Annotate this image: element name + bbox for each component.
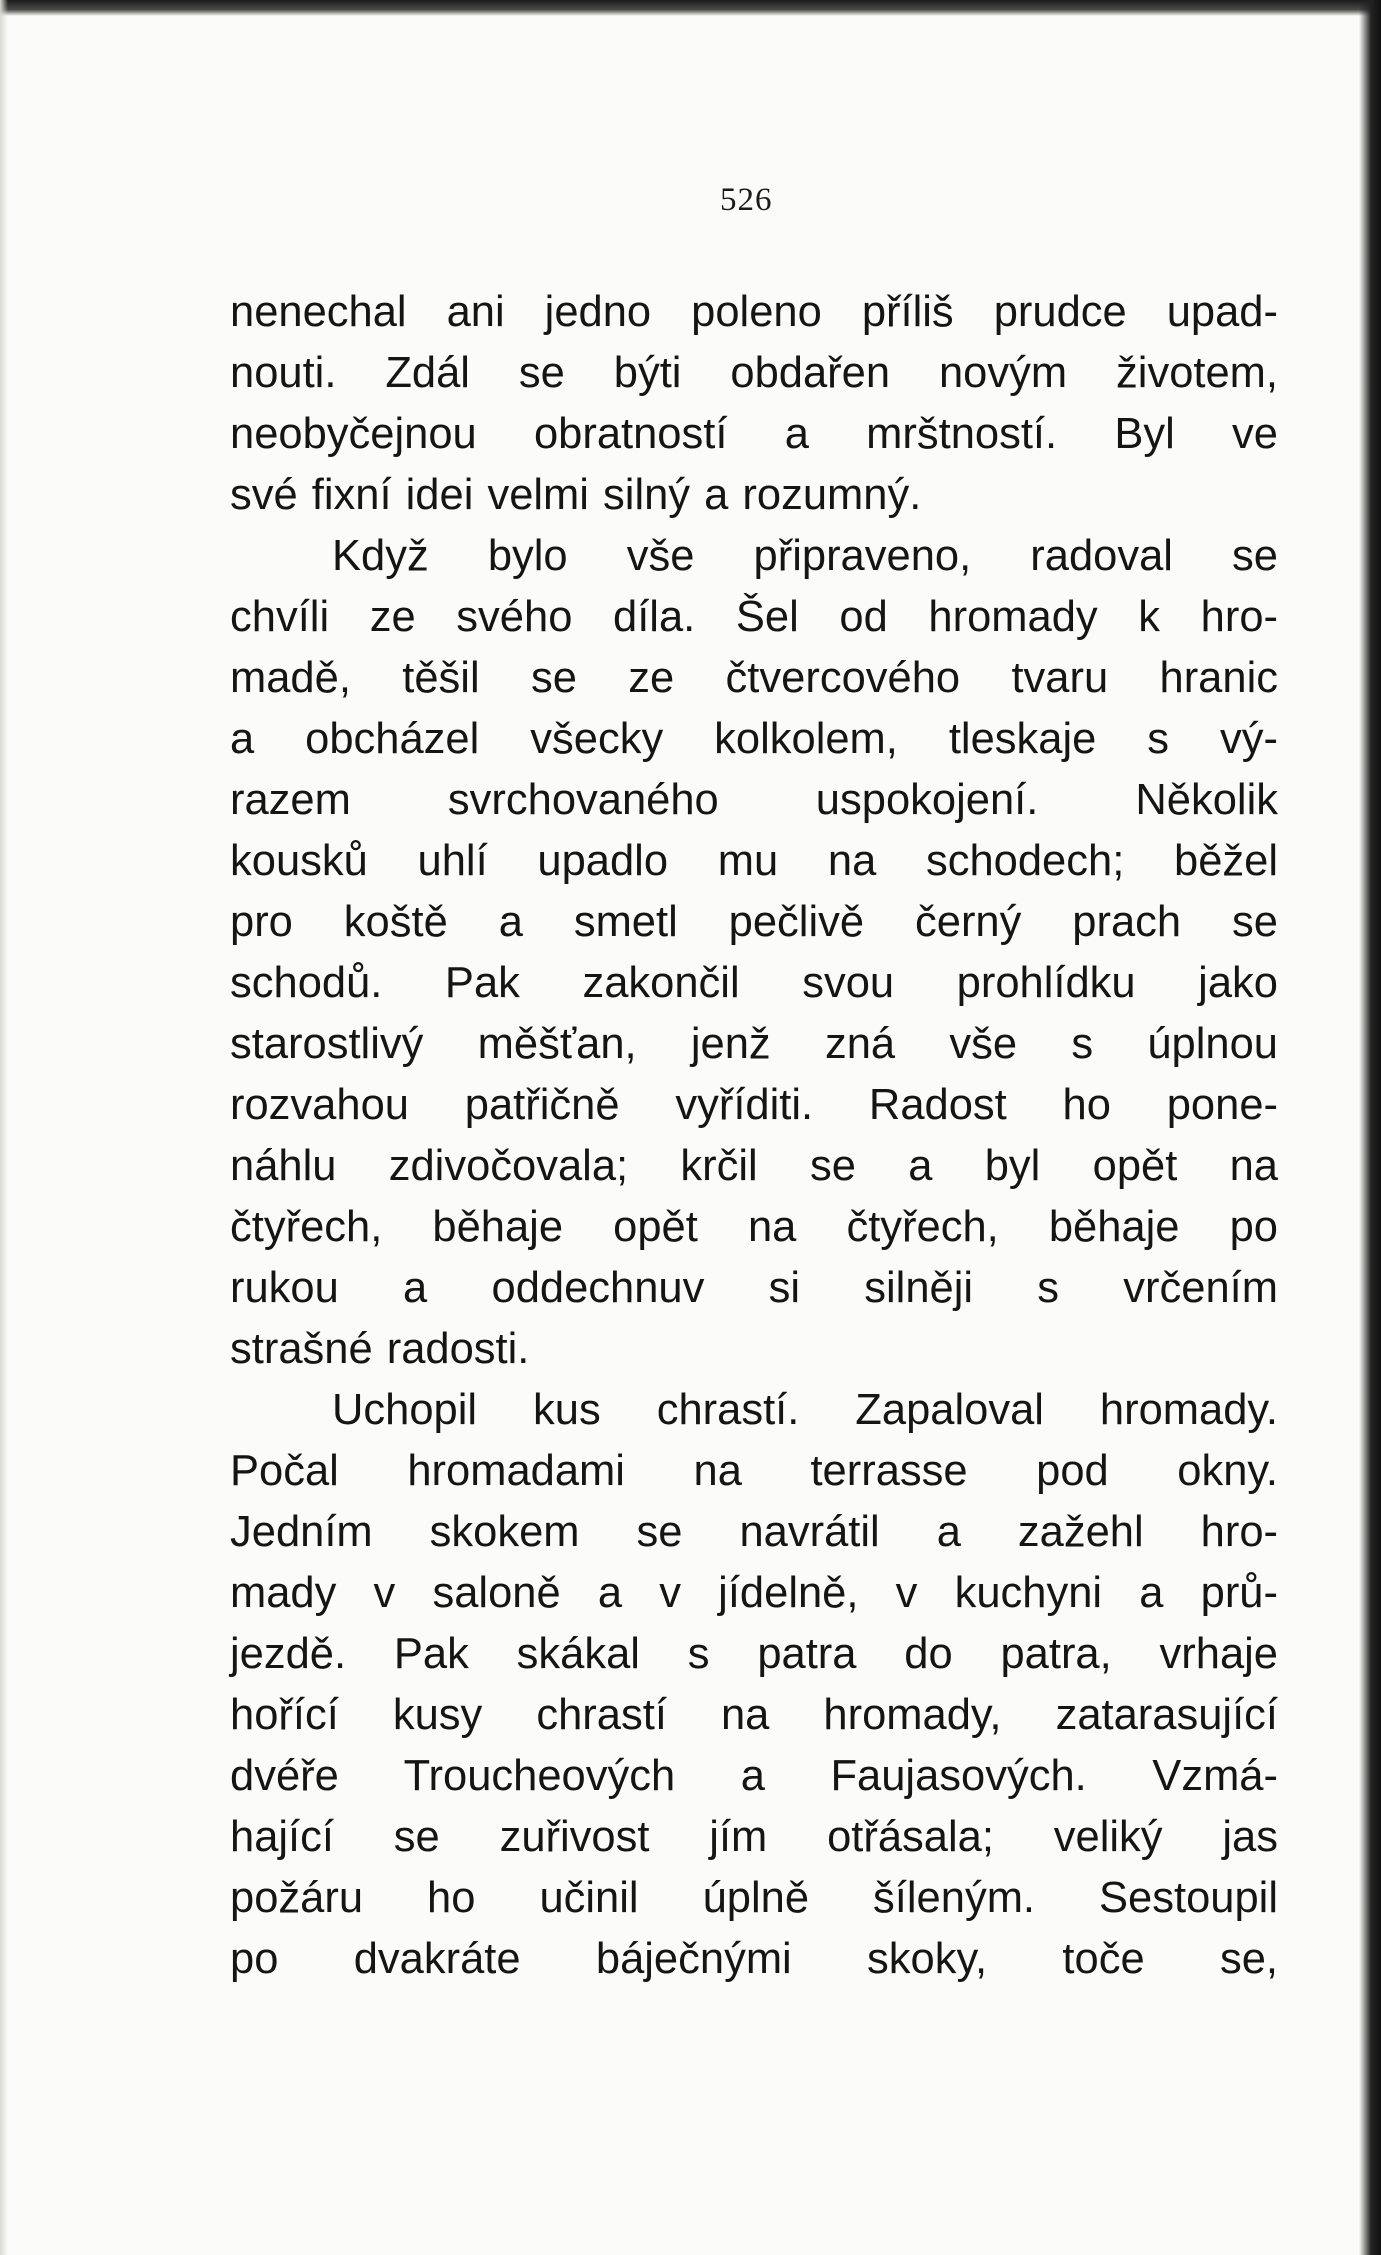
page-number: 526 xyxy=(720,182,773,218)
text-line: Když bylo vše připraveno, radoval se xyxy=(332,532,1278,580)
text-line: požáru ho učinil úplně šíleným. Sestoupil xyxy=(230,1874,1278,1922)
text-line: kousků uhlí upadlo mu na schodech; běžel xyxy=(230,837,1278,885)
text-line: Jedním skokem se navrátil a zažehl hro- xyxy=(230,1508,1278,1556)
text-line: starostlivý měšťan, jenž zná vše s úplnou xyxy=(230,1020,1278,1068)
text-line: čtyřech, běhaje opět na čtyřech, běhaje po xyxy=(230,1203,1278,1251)
text-line: pro koště a smetl pečlivě černý prach se xyxy=(230,898,1278,946)
text-line: jezdě. Pak skákal s patra do patra, vrhaje xyxy=(230,1630,1278,1678)
text-line: neobyčejnou obratností a mrštností. Byl ve xyxy=(230,410,1278,458)
text-line: rozvahou patřičně vyříditi. Radost ho pone- xyxy=(230,1081,1278,1129)
text-line: a obcházel všecky kolkolem, tleskaje s vý- xyxy=(230,715,1278,763)
text-line: dvéře Troucheových a Faujasových. Vzmá- xyxy=(230,1752,1278,1800)
text-line: schodů. Pak zakončil svou prohlídku jako xyxy=(230,959,1278,1007)
text-line: hající se zuřivost jím otřásala; veliký jas xyxy=(230,1813,1278,1861)
text-line: hořící kusy chrastí na hromady, zatarasující xyxy=(230,1691,1278,1739)
text-line: strašné radosti. xyxy=(230,1325,530,1373)
scan-right-edge xyxy=(1359,0,1381,2255)
text-line: rukou a oddechnuv si silněji s vrčením xyxy=(230,1264,1278,1312)
text-line: nouti. Zdál se býti obdařen novým životem, xyxy=(230,349,1278,397)
scan-top-edge xyxy=(0,0,1381,16)
body-text xyxy=(230,282,1278,1990)
text-line: Uchopil kus chrastí. Zapaloval hromady. xyxy=(332,1386,1278,1434)
text-line: nenechal ani jedno poleno příliš prudce upad- xyxy=(230,288,1278,336)
text-line: Počal hromadami na terrasse pod okny. xyxy=(230,1447,1278,1495)
text-line: po dvakráte báječnými skoky, toče se, xyxy=(230,1935,1278,1983)
text-line: chvíli ze svého díla. Šel od hromady k hro- xyxy=(230,593,1278,641)
text-line: náhlu zdivočovala; krčil se a byl opět na xyxy=(230,1142,1278,1190)
text-line: madě, těšil se ze čtvercového tvaru hranic xyxy=(230,654,1278,702)
text-line: své fixní idei velmi silný a rozumný. xyxy=(230,471,922,519)
text-line: razem svrchovaného uspokojení. Několik xyxy=(230,776,1278,824)
text-line: mady v saloně a v jídelně, v kuchyni a prů- xyxy=(230,1569,1278,1617)
scan-left-edge xyxy=(0,0,8,2255)
